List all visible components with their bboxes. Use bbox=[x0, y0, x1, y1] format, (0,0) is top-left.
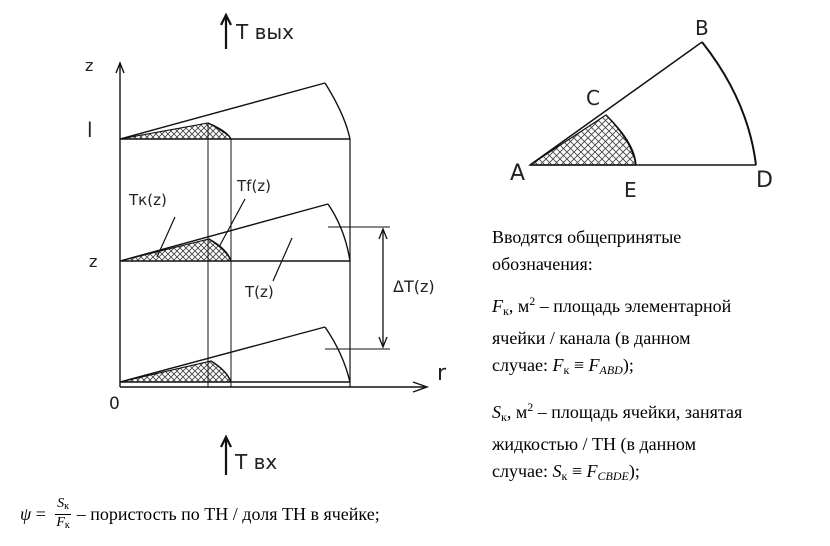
fk-line-2: ячейки / канала (в данном bbox=[492, 328, 691, 348]
sector-shape bbox=[530, 42, 756, 165]
cell-sector-diagram bbox=[490, 5, 815, 217]
t-pointer bbox=[273, 238, 292, 281]
point-a-label: A bbox=[510, 161, 526, 186]
sk-line-1: $S_к$, $м^2$ – площадь ячейки, занятая bbox=[492, 400, 743, 424]
t-in-label: T вх bbox=[235, 450, 278, 474]
level-z-label: z bbox=[89, 252, 98, 271]
point-e-label: E bbox=[624, 178, 637, 202]
intro-text bbox=[492, 224, 828, 278]
t-label: T(z) bbox=[245, 283, 274, 301]
porosity-definition bbox=[20, 496, 380, 533]
level-l-label: l bbox=[87, 118, 93, 142]
fk-line-1: $F_к$, $м^2$ – площадь элементарной bbox=[492, 294, 732, 318]
sk-line-3: случае: $S_к \equiv F_{CBDE}$); bbox=[492, 461, 640, 483]
equals-sign: = bbox=[31, 504, 51, 524]
fk-definition bbox=[492, 288, 828, 384]
section-top bbox=[120, 83, 350, 139]
section-bottom bbox=[120, 327, 350, 382]
t-out-label: T вых bbox=[236, 20, 294, 44]
tf-label: Tf(z) bbox=[237, 177, 272, 195]
fk-line-3: случае: $F_к \equiv F_{ABD}$); bbox=[492, 355, 634, 377]
porosity-text: – пористость по ТН / доля ТН в ячейке; bbox=[76, 504, 380, 524]
delta-t-bracket bbox=[325, 227, 390, 349]
tf-pointer bbox=[219, 199, 245, 247]
t-out-arrow bbox=[221, 15, 231, 49]
porosity-fraction: $\frac{S_к}{F_к}$ bbox=[56, 496, 70, 531]
point-d-label: D bbox=[756, 168, 773, 193]
delta-t-label: ΔT(z) bbox=[393, 277, 435, 296]
origin-label: 0 bbox=[109, 394, 120, 414]
intro-line-1: Вводятся общепринятые bbox=[492, 227, 682, 247]
z-axis bbox=[116, 63, 124, 387]
point-c-label: C bbox=[586, 86, 600, 110]
point-b-label: B bbox=[695, 16, 709, 40]
vertical-guides bbox=[208, 123, 350, 387]
t-in-arrow bbox=[221, 437, 231, 475]
psi-symbol: ψ bbox=[20, 504, 32, 524]
notation-notes bbox=[492, 224, 828, 500]
r-axis bbox=[120, 382, 427, 392]
sk-definition bbox=[492, 394, 828, 490]
tk-label: Tк(z) bbox=[129, 191, 167, 209]
intro-line-2: обозначения: bbox=[492, 254, 593, 274]
section-middle bbox=[120, 204, 350, 261]
heat-pipe-diagram bbox=[45, 5, 465, 485]
sk-line-2: жидкостью / ТН (в данном bbox=[492, 434, 696, 454]
r-axis-label: r bbox=[437, 361, 447, 386]
z-axis-label: z bbox=[85, 56, 94, 75]
